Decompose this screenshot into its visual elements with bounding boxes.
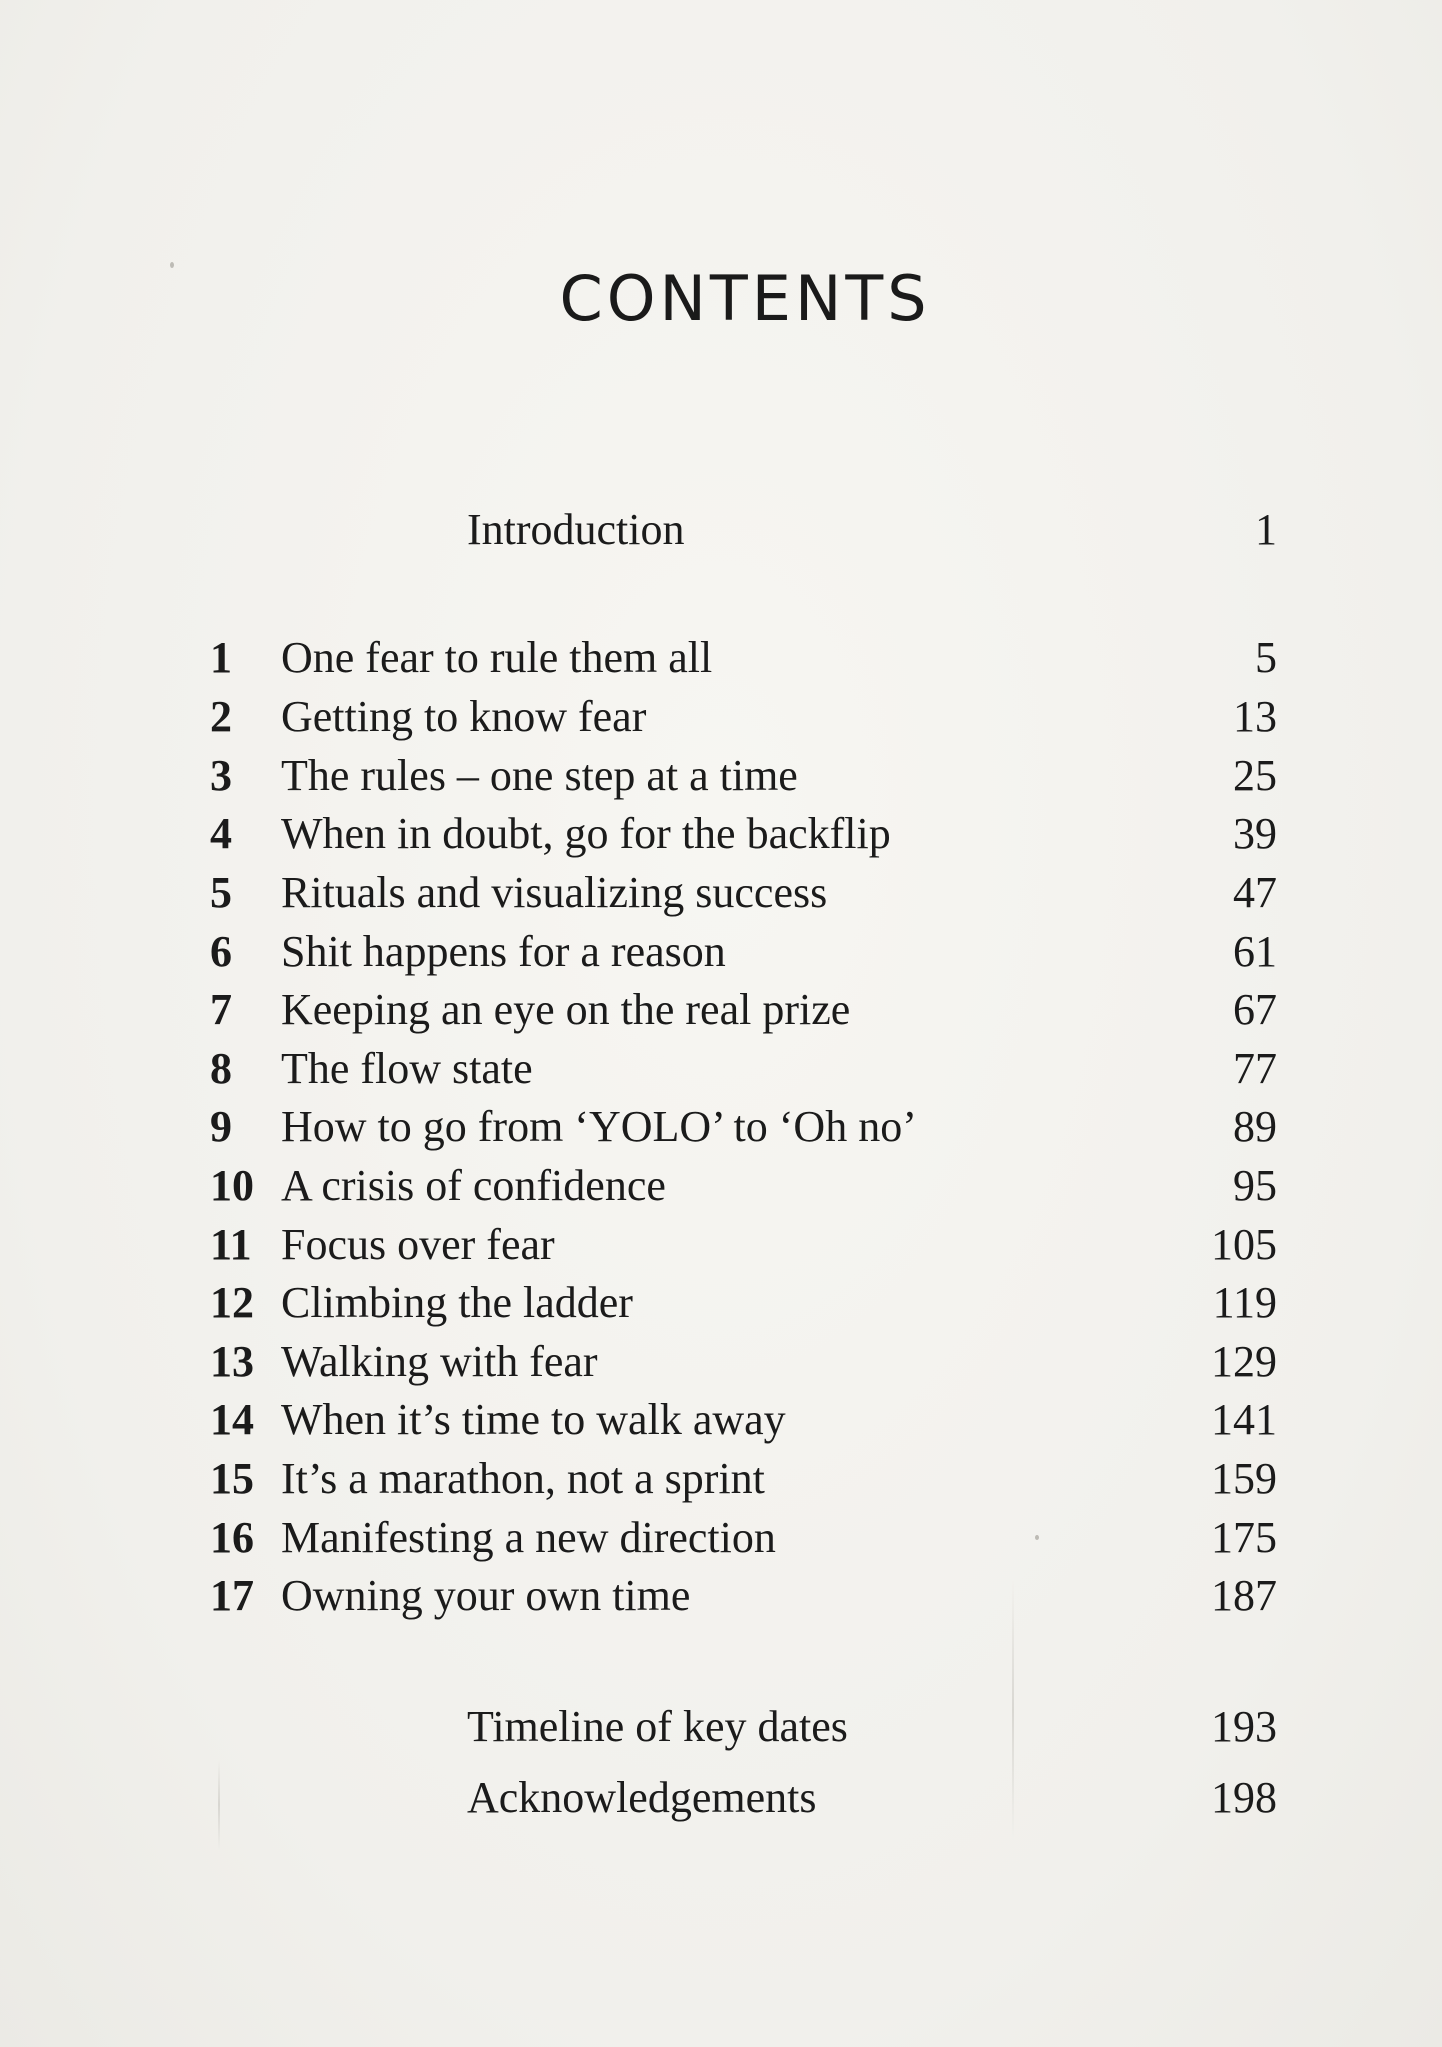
chapter-page: 95 [1233, 1161, 1277, 1210]
toc-entry-chapter[interactable] [0, 1275, 1442, 1331]
chapter-page: 175 [1211, 1513, 1277, 1562]
chapter-number: 4 [210, 809, 232, 858]
chapter-number: 14 [210, 1395, 254, 1444]
chapter-page: 129 [1211, 1337, 1277, 1386]
toc-entry-chapter[interactable] [0, 865, 1442, 921]
chapter-page: 47 [1233, 868, 1277, 917]
chapter-number: 6 [210, 927, 232, 976]
chapter-title: Shit happens for a reason [281, 927, 726, 976]
toc-entry-chapter[interactable] [0, 1451, 1442, 1507]
toc-entry-page: 198 [1211, 1773, 1277, 1822]
chapter-title: One fear to rule them all [281, 633, 713, 682]
chapter-title: Rituals and visualizing success [281, 868, 828, 917]
chapter-title: How to go from ‘YOLO’ to ‘Oh no’ [281, 1102, 917, 1151]
toc-entry-chapter[interactable] [0, 924, 1442, 980]
chapter-title: Focus over fear [281, 1220, 555, 1269]
chapter-number: 10 [210, 1161, 254, 1210]
toc-entry-introduction[interactable] [0, 502, 1442, 558]
chapter-number: 3 [210, 751, 232, 800]
chapter-number: 17 [210, 1571, 254, 1620]
toc-entry-title: Acknowledgements [467, 1773, 817, 1822]
chapter-page: 77 [1233, 1044, 1277, 1093]
chapter-number: 16 [210, 1513, 254, 1562]
toc-entry-chapter[interactable] [0, 1217, 1442, 1273]
toc-entry-chapter[interactable] [0, 1392, 1442, 1448]
chapter-number: 7 [210, 985, 232, 1034]
chapter-page: 5 [1255, 633, 1277, 682]
chapter-title: A crisis of confidence [281, 1161, 666, 1210]
chapter-page: 159 [1211, 1454, 1277, 1503]
chapter-title: Climbing the ladder [281, 1278, 633, 1327]
chapter-page: 25 [1233, 751, 1277, 800]
chapter-number: 9 [210, 1102, 232, 1151]
chapter-page: 89 [1233, 1102, 1277, 1151]
chapter-page: 119 [1212, 1278, 1277, 1327]
chapter-number: 1 [210, 633, 232, 682]
toc-entry-chapter[interactable] [0, 1334, 1442, 1390]
toc-entry-chapter[interactable] [0, 689, 1442, 745]
toc-entry-title: Timeline of key dates [467, 1702, 848, 1751]
toc-entry-chapter[interactable] [0, 748, 1442, 804]
toc-entry-chapter[interactable] [0, 630, 1442, 686]
toc-entry-chapter[interactable] [0, 1099, 1442, 1155]
chapter-title: The flow state [281, 1044, 533, 1093]
toc-entry-chapter[interactable] [0, 982, 1442, 1038]
chapter-title: Walking with fear [281, 1337, 598, 1386]
chapter-title: Getting to know fear [281, 692, 647, 741]
toc-entry-acknowledgements[interactable] [0, 1770, 1442, 1826]
toc-entry-chapter[interactable] [0, 1568, 1442, 1624]
toc-entry-page: 193 [1211, 1702, 1277, 1751]
chapter-title: Owning your own time [281, 1571, 691, 1620]
chapter-number: 2 [210, 692, 232, 741]
chapter-number: 11 [210, 1220, 252, 1269]
chapter-number: 15 [210, 1454, 254, 1503]
chapter-page: 39 [1233, 809, 1277, 858]
toc-entry-chapter[interactable] [0, 1041, 1442, 1097]
chapter-page: 141 [1211, 1395, 1277, 1444]
chapter-page: 61 [1233, 927, 1277, 976]
toc-entry-chapter[interactable] [0, 806, 1442, 862]
chapter-page: 13 [1233, 692, 1277, 741]
toc-entry-title: Introduction [467, 505, 685, 554]
chapter-page: 67 [1233, 985, 1277, 1034]
chapter-title: Manifesting a new direction [281, 1513, 776, 1562]
toc-entry-page: 1 [1255, 505, 1277, 554]
chapter-title: Keeping an eye on the real prize [281, 985, 851, 1034]
chapter-number: 5 [210, 868, 232, 917]
toc-entry-chapter[interactable] [0, 1510, 1442, 1566]
chapter-title: When it’s time to walk away [281, 1395, 786, 1444]
chapter-title: It’s a marathon, not a sprint [281, 1454, 765, 1503]
chapter-number: 13 [210, 1337, 254, 1386]
chapter-page: 105 [1211, 1220, 1277, 1269]
toc-entry-timeline[interactable] [0, 1699, 1442, 1755]
chapter-number: 12 [210, 1278, 254, 1327]
chapter-title: The rules – one step at a time [281, 751, 798, 800]
page-title: CONTENTS [559, 262, 931, 335]
chapter-title: When in doubt, go for the backflip [281, 809, 891, 858]
chapter-number: 8 [210, 1044, 232, 1093]
toc-entry-chapter[interactable] [0, 1158, 1442, 1214]
chapter-page: 187 [1211, 1571, 1277, 1620]
